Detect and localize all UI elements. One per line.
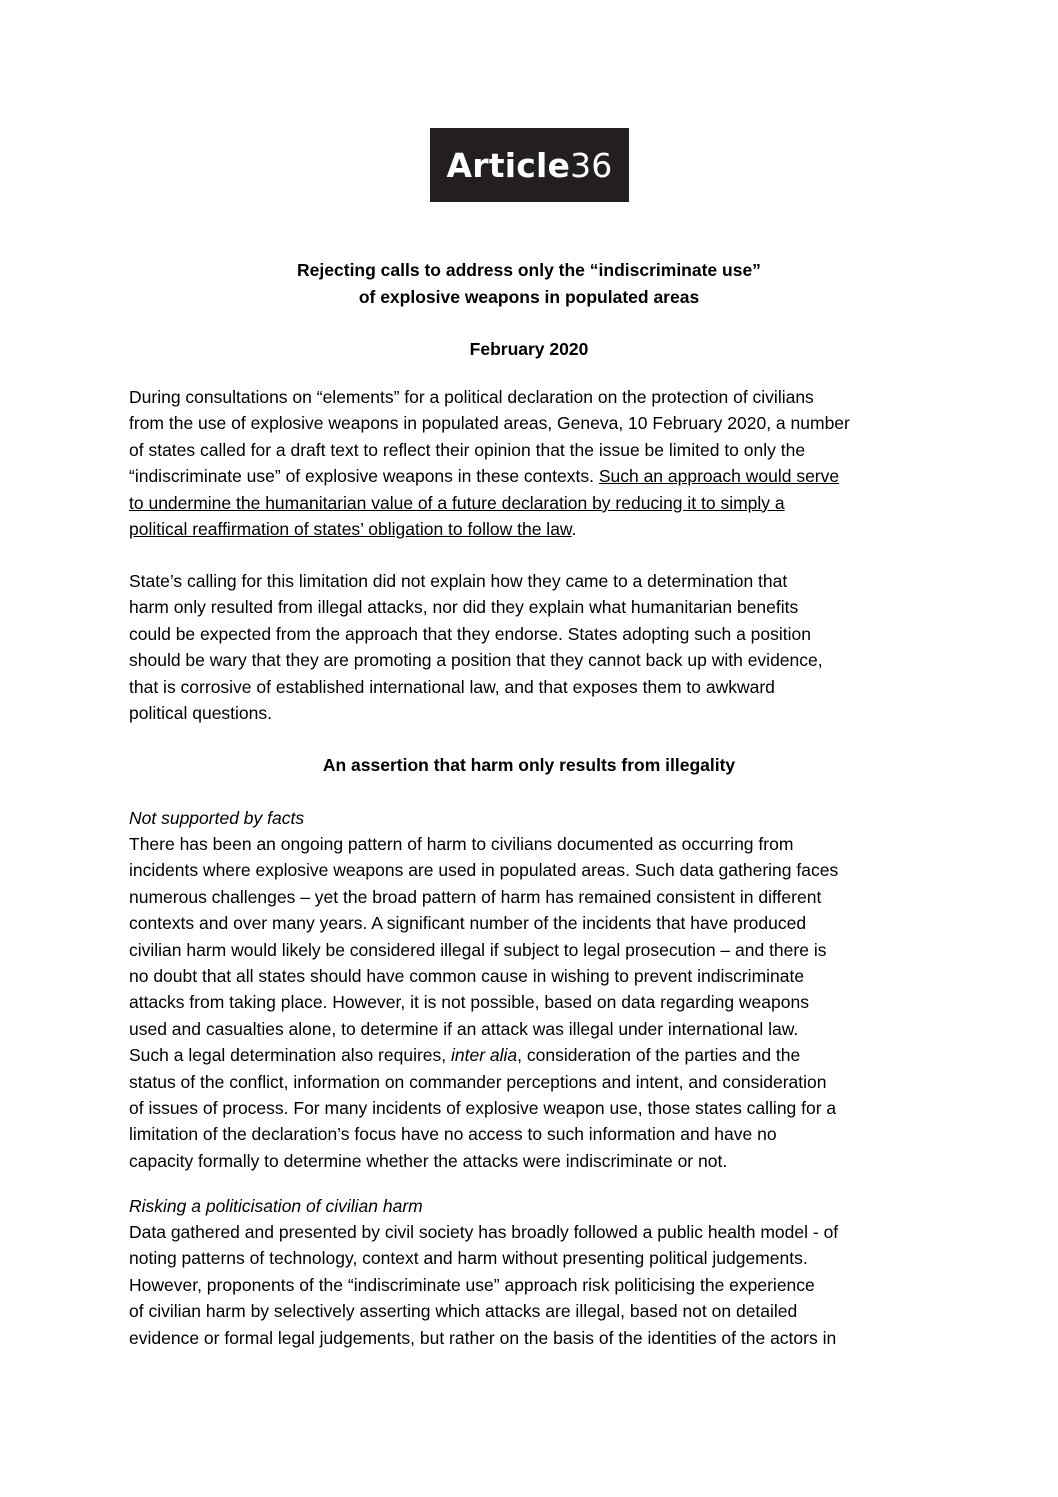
text-line: should be wary that they are promoting a position that they cannot back up with evidence,	[129, 650, 823, 671]
document-date: February 2020	[469, 339, 589, 359]
text-line: attacks from taking place. However, it is not possible, based on data regarding weapons	[129, 992, 809, 1013]
subheading-not-supported: Not supported by facts	[129, 808, 305, 828]
text-line	[129, 1042, 934, 1068]
text-line: no doubt that all states should have common cause in wishing to prevent indiscriminate	[129, 966, 805, 987]
italic-text: inter alia	[451, 1045, 518, 1066]
text-line: limitation of the declaration’s focus have no access to such information and have no	[129, 1124, 777, 1145]
text-line: used and casualties alone, to determine if an attack was illegal under international law.	[129, 1018, 799, 1039]
text-line: During consultations on “elements” for a political declaration on the protection of civilians	[129, 387, 814, 407]
text-line: numerous challenges – yet the broad pattern of harm has remained consistent in different	[129, 886, 822, 907]
text-line: political questions.	[129, 703, 272, 724]
text-line: contexts and over many years. A significant number of the incidents that have produced	[129, 913, 807, 934]
text-line: State’s calling for this limitation did not explain how they came to a determination that	[129, 571, 788, 591]
text-line: of issues of process. For many incidents of explosive weapon use, those states calling for a	[129, 1098, 837, 1119]
underlined-text: to undermine the humanitarian value of a future declaration by reducing it to simply a	[129, 492, 785, 513]
text-line: Data gathered and presented by civil society has broadly followed a public health model - of	[129, 1222, 839, 1242]
paragraph-politicisation	[129, 1219, 934, 1351]
text-line: that is corrosive of established international law, and that exposes them to awkward	[129, 676, 775, 697]
text-line	[129, 516, 934, 542]
text-line: However, proponents of the “indiscriminate use” approach risk politicising the experience	[129, 1274, 815, 1295]
text-line: incidents where explosive weapons are used in populated areas. Such data gathering faces	[129, 860, 839, 881]
text-line: noting patterns of technology, context and harm without presenting political judgements.	[129, 1248, 808, 1269]
underlined-text: Such an approach would serve	[598, 466, 840, 487]
paragraph-intro	[129, 384, 934, 542]
text-segment: .	[571, 519, 577, 540]
text-line: There has been an ongoing pattern of harm to civilians documented as occurring from	[129, 834, 794, 854]
text-line: from the use of explosive weapons in populated areas, Geneva, 10 February 2020, a number	[129, 413, 850, 434]
text-line: of states called for a draft text to reflect their opinion that the issue be limited to only the	[129, 439, 806, 460]
document-title-line-2: of explosive weapons in populated areas	[358, 287, 700, 307]
text-line	[129, 463, 934, 489]
text-segment: “indiscriminate use” of explosive weapons in these contexts.	[129, 466, 599, 487]
text-line: could be expected from the approach that they endorse. States adopting such a position	[129, 623, 811, 644]
paragraph-facts	[129, 831, 934, 1174]
text-line: evidence or formal legal judgements, but rather on the basis of the identities of the actors in	[129, 1327, 837, 1348]
subheading-politicisation: Risking a politicisation of civilian harm	[129, 1196, 423, 1216]
document-title-line-1: Rejecting calls to address only the “indiscriminate use”	[297, 260, 761, 280]
text-line	[129, 490, 934, 516]
article36-logo	[430, 128, 629, 202]
text-segment: Such a legal determination also requires,	[129, 1045, 451, 1066]
text-line: capacity formally to determine whether the attacks were indiscriminate or not.	[129, 1150, 728, 1171]
logo-number: 36	[570, 145, 613, 185]
logo-word-article: Article	[446, 145, 571, 185]
text-line: status of the conflict, information on commander perceptions and intent, and consideration	[129, 1071, 827, 1092]
text-line: civilian harm would likely be considered illegal if subject to legal prosecution – and there is	[129, 939, 827, 960]
underlined-text: political reaffirmation of states’ obligation to follow the law	[129, 519, 572, 540]
section-heading: An assertion that harm only results from illegality	[322, 755, 736, 775]
text-line: of civilian harm by selectively asserting which attacks are illegal, based not on detailed	[129, 1301, 798, 1322]
text-segment: , consideration of the parties and the	[517, 1045, 801, 1066]
paragraph-states-position	[129, 568, 934, 726]
text-line: harm only resulted from illegal attacks, nor did they explain what humanitarian benefits	[129, 597, 799, 618]
